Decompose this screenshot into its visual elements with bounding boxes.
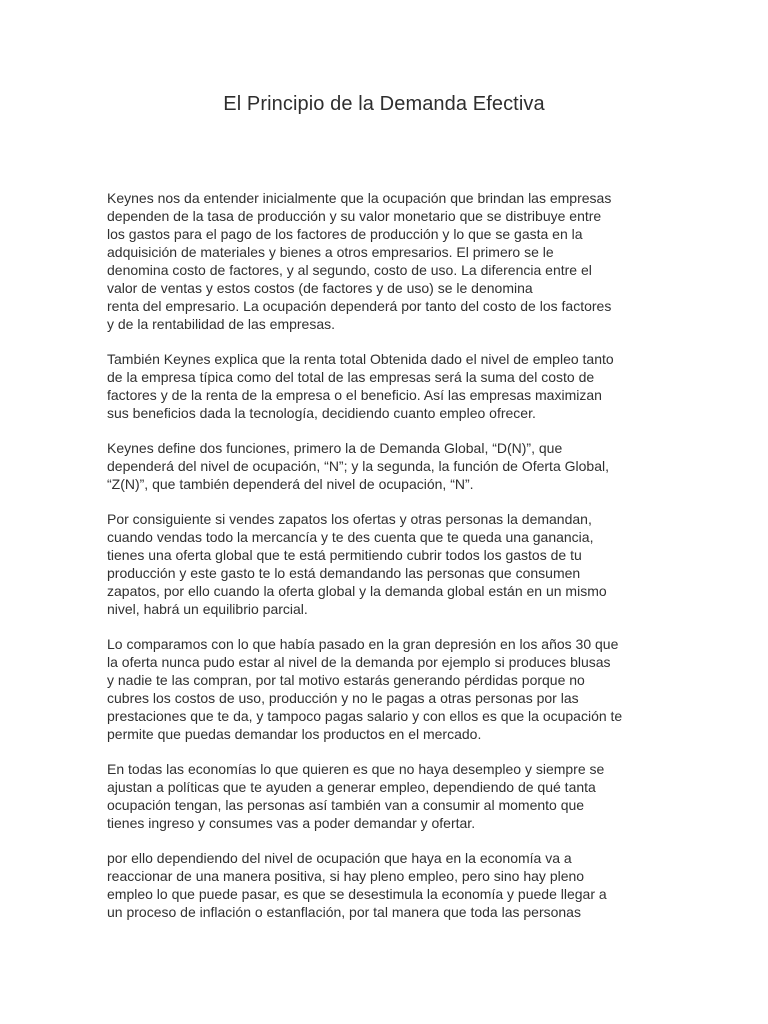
paragraph-1: Keynes nos da entender inicialmente que la ocupación que brindan las empresas dependen de la tasa de producción y su valor monetario que se distribuye entre los gastos para el pago de los factores de producción y lo que se gasta en la adquisición de materiales y bienes a otros empresarios. El primero se le denomina costo de factores, y al segundo, costo de uso. La diferencia entre el valor de ventas y estos costos (de factores y de uso) se le denomina renta del empresario. La ocupación dependerá por tanto del costo de los factores y de la rentabilidad de las empresas. [107, 190, 612, 332]
paragraph-7: por ello dependiendo del nivel de ocupación que haya en la economía va a reaccionar de una manera positiva, si hay pleno empleo, pero sino hay pleno empleo lo que puede pasar, es que se desestimula la economía y puede llegar a un proceso de inflación o estanflación, por tal manera que toda las personas [107, 850, 607, 920]
paragraph-2: También Keynes explica que la renta total Obtenida dado el nivel de empleo tanto de la empresa típica como del total de las empresas será la suma del costo de factores y de la renta de la empresa o el beneficio. Así las empresas maximizan sus beneficios dada la tecnología, decidiendo cuanto empleo ofrecer. [107, 351, 614, 421]
document-title: El Principio de la Demanda Efectiva [223, 93, 545, 115]
paragraph-3: Keynes define dos funciones, primero la de Demanda Global, “D(N)”, que dependerá del nivel de ocupación, “N”; y la segunda, la función de Oferta Global, “Z(N)”, que también dependerá del nivel de ocupación, “N”. [107, 440, 609, 492]
paragraph-6: En todas las economías lo que quieren es que no haya desempleo y siempre se ajustan a políticas que te ayuden a generar empleo, dependiendo de qué tanta ocupación tengan, las personas así también van a consumir al momento que tienes ingreso y consumes vas a poder demandar y ofertar. [107, 761, 605, 831]
paragraph-5: Lo comparamos con lo que había pasado en la gran depresión en los años 30 que la oferta nunca pudo estar al nivel de la demanda por ejemplo si produces blusas y nadie te las compran, por tal motivo estarás generando pérdidas porque no cubres los costos de uso, producción y no le pagas a otras personas por las prestaciones que te da, y tampoco pagas salario y con ellos es que la ocupación te permite que puedas demandar los productos en el mercado. [107, 636, 623, 742]
document-body [107, 189, 663, 938]
paragraph-4: Por consiguiente si vendes zapatos los ofertas y otras personas la demandan, cuando vendas todo la mercancía y te des cuenta que te queda una ganancia, tienes una oferta global que te está permitiendo cubrir todos los gastos de tu producción y este gasto te lo está demandando las personas que consumen zapatos, por ello cuando la oferta global y la demanda global están en un mismo nivel, habrá un equilibrio parcial. [107, 511, 607, 617]
